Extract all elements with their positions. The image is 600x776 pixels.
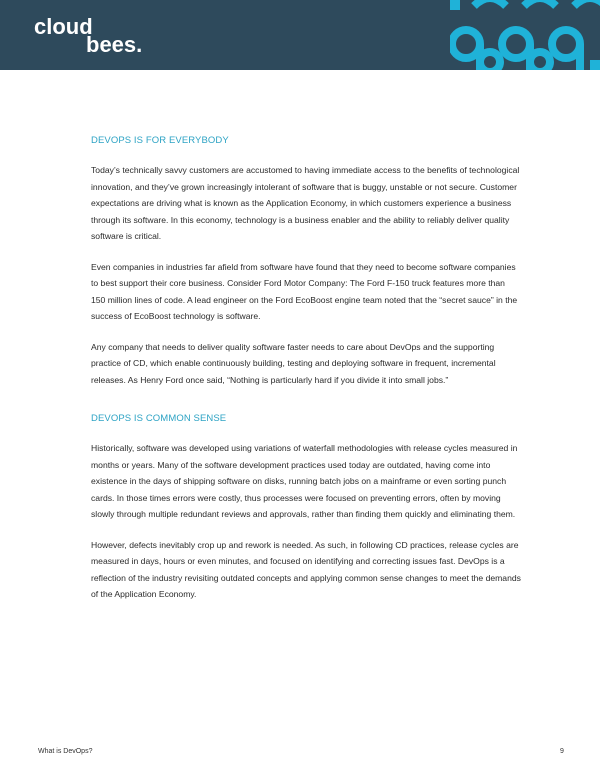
section-heading: DEVOPS IS FOR EVERYBODY <box>91 135 229 146</box>
section-heading: DEVOPS IS COMMON SENSE <box>91 413 227 424</box>
paragraph: Any company that needs to deliver quality software faster needs to care about DevOps and the supporting practice of CD, which enable continuously building, testing and deploying software in frequent, incremental releases. As Henry Ford once said, “Nothing is particularly hard if you divide it into small jobs.” <box>91 341 496 385</box>
footer-title: What is DevOps? <box>38 748 93 755</box>
paragraph: However, defects inevitably crop up and rework is needed. As such, in following CD practices, release cycles are measured in days, hours or even minutes, and focused on identifying and correcting issues fast. DevOps is a reflection of the industry revisiting outdated concepts and applying common sense changes to meet the demands of the Application Economy. <box>91 539 521 599</box>
paragraph: Historically, software was developed using variations of waterfall methodologies with release cycles measured in months or years. Many of the software development practices used today are outdated, having come into existence in the days of shipping software on disks, running batch jobs on a mainframe or even sorting punch cards. In those times errors were costly, thus processes were focused on preventing errors, often by moving slowly through multiple redundant reviews and approvals, rather than finding them quickly and eliminating them. <box>91 443 518 519</box>
paragraph: Even companies in industries far afield from software have found that they need to become software companies to best support their core business. Consider Ford Motor Company: The Ford F-150 truck features more than 150 million lines of code. A lead engineer on the Ford EcoBoost engine team noted that the “secret sauce” in the success of EcoBoost technology is software. <box>91 261 518 321</box>
logo-text-top: cloud <box>34 16 93 39</box>
decorative-pattern <box>450 0 600 70</box>
cloudbees-logo <box>34 16 164 56</box>
document-body <box>91 134 521 617</box>
page-number: 9 <box>560 748 564 755</box>
logo-text-bottom: bees. <box>86 32 143 56</box>
header-banner <box>0 0 600 70</box>
paragraph: Today’s technically savvy customers are accustomed to having immediate access to the benefits of technological innovation, and they’ve grown increasingly intolerant of software that is buggy, unstable or not secure. Customer expectations are driving what is known as the Application Economy, in which customers experience a business through its software. In this economy, technology is a business enabler and the ability to reliably deliver quality software is critical. <box>91 165 520 241</box>
